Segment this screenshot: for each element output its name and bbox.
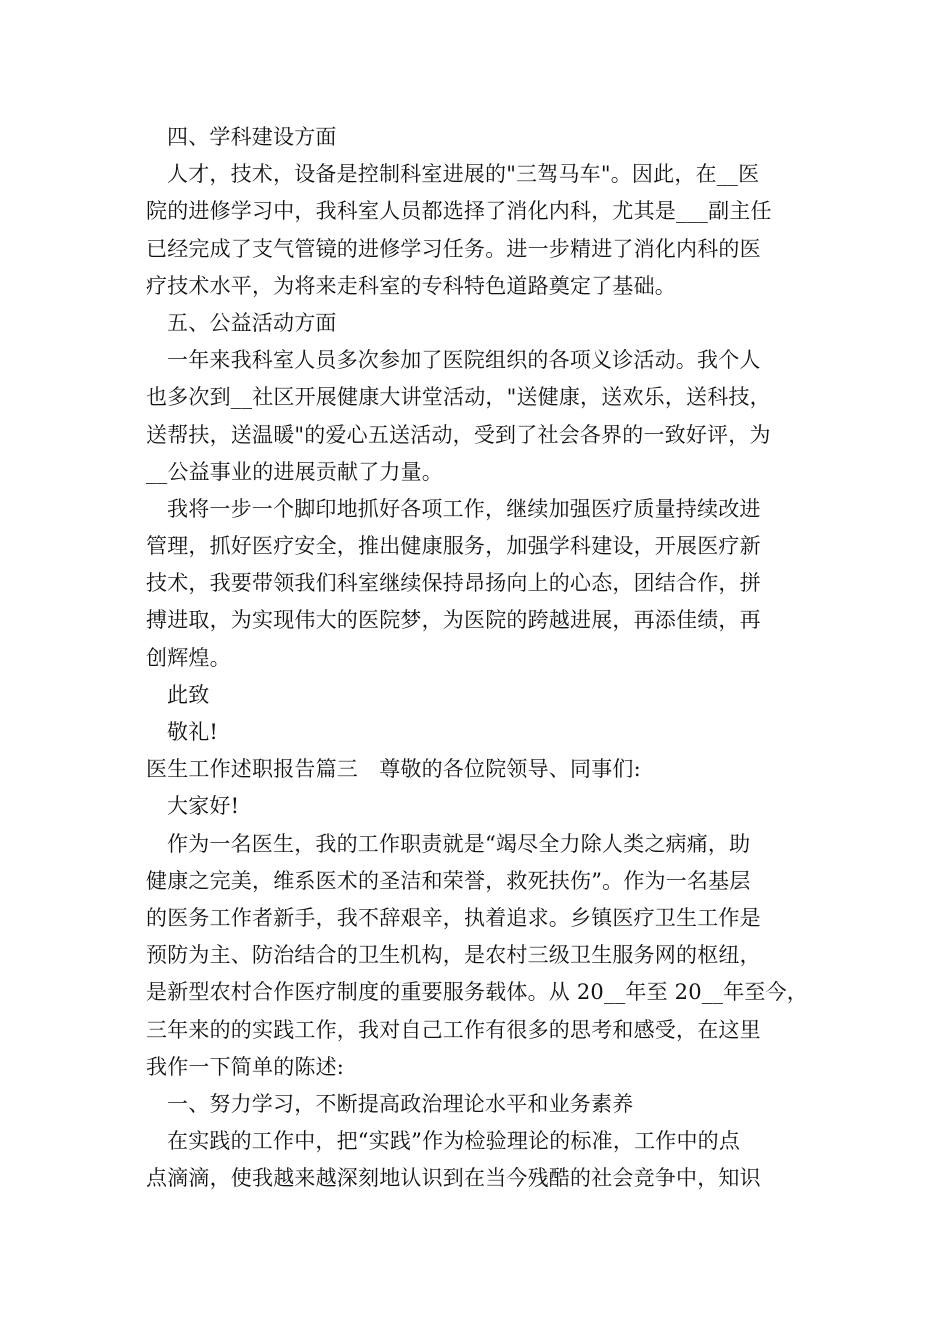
paragraph-line: 我将一步一个脚印地抓好各项工作，继续加强医疗质量持续改进 [167,496,761,521]
paragraph-line: 已经完成了支气管镜的进修学习任务。进一步精进了消化内科的医 [146,236,761,261]
paragraph-line: 三年来的的实践工作，我对自己工作有很多的思考和感受，在这里 [146,1017,761,1042]
paragraph-line: 我作一下简单的陈述: [146,1054,345,1079]
heading-discipline-building: 四、学科建设方面 [167,125,337,149]
greeting: 大家好! [167,794,240,819]
paragraph-line: 作为一名医生，我的工作职责就是“竭尽全力除人类之病痛，助 [167,831,751,856]
paragraph-line: 创辉煌。 [146,645,231,670]
paragraph-line: 也多次到__社区开展健康大讲堂活动，"送健康，送欢乐，送科技， [146,385,771,410]
section-title-report-three: 医生工作述职报告篇三 尊敬的各位院领导、同事们: [146,757,641,782]
paragraph-line: 预防为主、防治结合的卫生机构，是农村三级卫生服务网的枢纽， [146,943,761,968]
paragraph-line: __公益事业的进展贡献了力量。 [146,459,443,484]
report-body [146,119,811,1197]
paragraph-line: 管理，抓好医疗安全，推出健康服务，加强学科建设，开展医疗新 [146,534,761,559]
paragraph-line: 点滴滴，使我越来越深刻地认识到在当今残酷的社会竞争中，知识 [146,1166,761,1191]
paragraph-line: 疗技术水平，为将来走科室的专科特色道路奠定了基础。 [146,273,676,298]
closing-salutation: 此致 [167,682,210,707]
heading-study: 一、努力学习，不断提高政治理论水平和业务素养 [167,1091,634,1116]
paragraph-line: 送帮扶，送温暖"的爱心五送活动，受到了社会各界的一致好评，为 [146,422,771,447]
paragraph-line: 一年来我科室人员多次参加了医院组织的各项义诊活动。我个人 [167,348,761,373]
paragraph-line: 院的进修学习中，我科室人员都选择了消化内科，尤其是___副主任 [146,199,772,224]
heading-public-welfare: 五、公益活动方面 [167,310,337,335]
paragraph-line: 的医务工作者新手，我不辞艰辛，执着追求。乡镇医疗卫生工作是 [146,905,761,930]
paragraph-line: 搏进取，为实现伟大的医院梦，为医院的跨越进展，再添佳绩，再 [146,608,761,633]
paragraph-line: 在实践的工作中，把“实践”作为检验理论的标准，工作中的点 [167,1129,741,1154]
paragraph-line: 健康之完美，维系医术的圣洁和荣誉，救死扶伤”。作为一名基层 [146,868,751,893]
closing-regards: 敬礼! [167,720,219,744]
paragraph-line: 是新型农村合作医疗制度的重要服务载体。从 20__年至 20__年至今， [146,980,808,1005]
paragraph-line: 人才，技术，设备是控制科室进展的"三驾马车"。因此，在__医 [167,162,760,187]
paragraph-line: 技术，我要带领我们科室继续保持昂扬向上的心态，团结合作，拼 [146,571,761,596]
